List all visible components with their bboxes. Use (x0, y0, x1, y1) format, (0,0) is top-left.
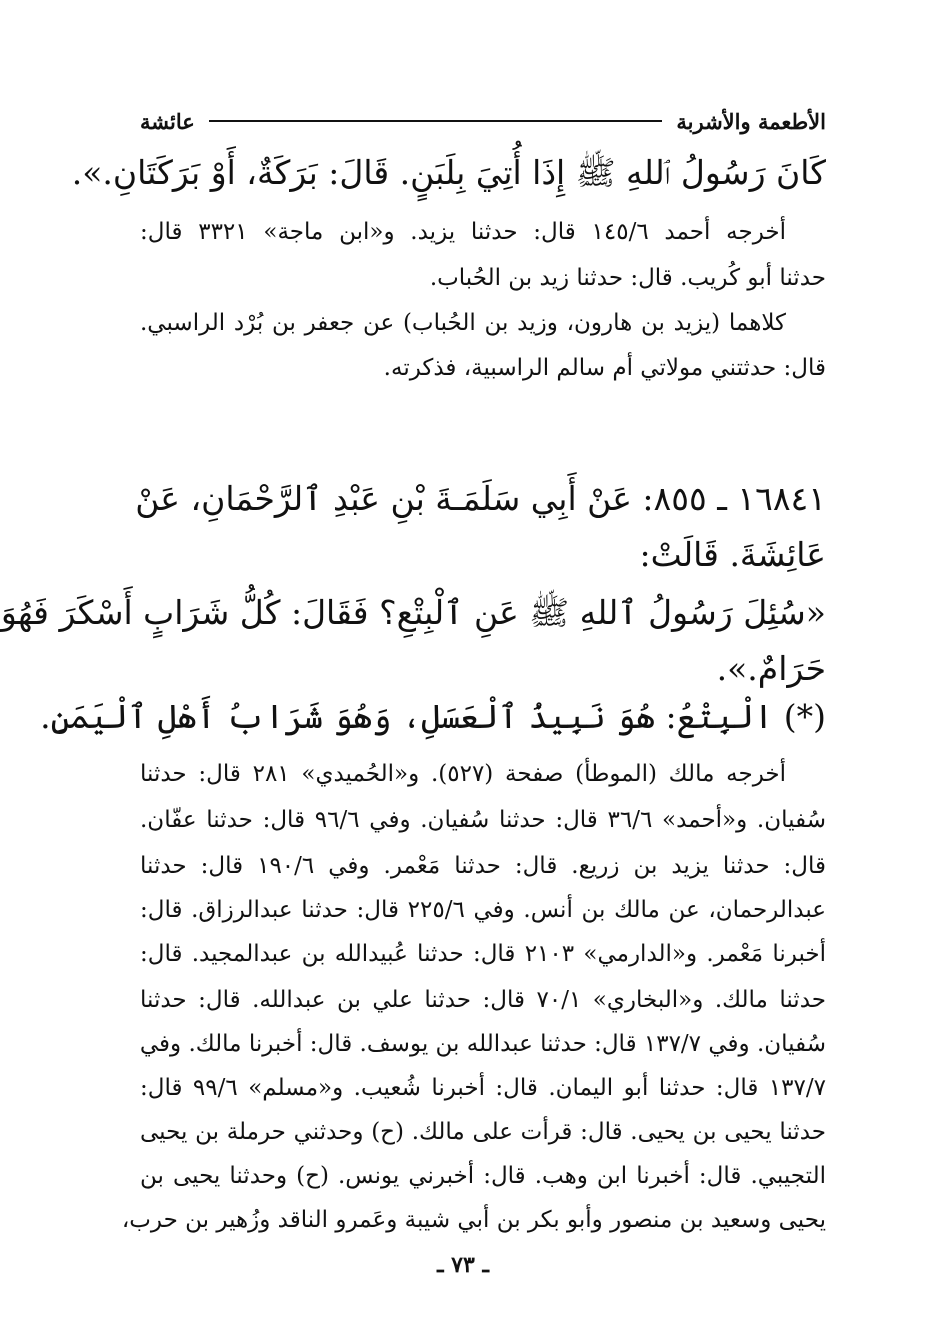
header-section-title: عائشة (140, 108, 195, 134)
page-number: ـ ٧٣ ـ (437, 1252, 489, 1278)
explanatory-note: (*) الْبِتْعُ: هُوَ نَبِيذُ ٱلْعَسَلِ، وَهُوَ شَرَابُ أَهْلِ ٱلْيَمَنِ. (40, 697, 826, 736)
takhrij-line: أخبرنا مَعْمر. و«الدارمي» ٢١٠٣ قال: حدثنا عُبيدالله بن عبدالمجيد. قال: (140, 941, 826, 967)
hadith-text: «سُئِلَ رَسُولُ ٱللهِ ﷺ عَنِ ٱلْبِتْعِ؟ فَقَالَ: كُلُّ شَرَابٍ أَسْكَرَ فَهُوَ (0, 593, 826, 632)
takhrij-line: يحيى وسعيد بن منصور وأبو بكر بن أبي شيبة وعَمرو الناقد وزُهير بن حرب، (121, 1207, 826, 1233)
hadith-heading: ١٦٨٤١ ـ ٨٥٥: عَنْ أَبِي سَلَمَـةَ بْنِ عَبْدِ ٱلرَّحْمَانِ، عَنْ (135, 479, 826, 518)
takhrij-line: عبدالرحمان، عن مالك بن أنس. وفي ٢٢٥/٦ قال: حدثنا عبدالرزاق. قال: (140, 897, 826, 923)
takhrij-line: أخرجه مالك (الموطأ) صفحة (٥٢٧). و«الحُميدي» ٢٨١ قال: حدثنا (140, 761, 786, 787)
header-rule (209, 120, 663, 122)
takhrij-line: حدثنا أبو كُريب. قال: حدثنا زيد بن الحُباب. (429, 265, 826, 291)
takhrij-line: قال: حدثتني مولاتي أم سالم الراسبية، فذكرته. (383, 355, 826, 381)
hadith-heading-cont: عَائِشَةَ. قَالَتْ: (639, 535, 826, 574)
takhrij-line: كلاهما (يزيد بن هارون، وزيد بن الحُباب) عن جعفر بن بُرْد الراسبي. (140, 310, 786, 336)
running-header (140, 104, 826, 138)
hadith-text-end: كَانَ رَسُولُ ٱللهِ ﷺ إِذَا أُتِيَ بِلَبَنٍ. قَالَ: بَرَكَةٌ، أَوْ بَرَكَتَانِ.». (71, 153, 826, 192)
takhrij-line: حدثنا يحيى بن يحيى. قال: قرأت على مالك. (ح) وحدثني حرملة بن يحيى (140, 1119, 826, 1145)
takhrij-line: أخرجه أحمد ١٤٥/٦ قال: حدثنا يزيد. و«ابن ماجة» ٣٣٢١ قال: (140, 219, 786, 245)
takhrij-line: سُفيان. و«أحمد» ٣٦/٦ قال: حدثنا سُفيان. وفي ٩٦/٦ قال: حدثنا عفّان. (140, 807, 826, 833)
hadith-text-end: حَرَامٌ.». (716, 649, 826, 688)
takhrij-line: التجيبي. قال: أخبرنا ابن وهب. قال: أخبرني يونس. (ح) وحدثنا يحيى بن (140, 1163, 826, 1189)
takhrij-line: حدثنا مالك. و«البخاري» ٧٠/١ قال: حدثنا علي بن عبدالله. قال: حدثنا (140, 987, 827, 1013)
header-chapter-title: الأطعمة والأشربة (676, 108, 826, 134)
takhrij-line: قال: حدثنا يزيد بن زريع. قال: حدثنا مَعْمر. وفي ١٩٠/٦ قال: حدثنا (140, 853, 826, 879)
takhrij-line: ١٣٧/٧ قال: حدثنا أبو اليمان. قال: أخبرنا شُعيب. و«مسلم» ٩٩/٦ قال: (140, 1075, 826, 1101)
takhrij-line: سُفيان. وفي ١٣٧/٧ قال: حدثنا عبدالله بن يوسف. قال: أخبرنا مالك. وفي (139, 1031, 826, 1057)
